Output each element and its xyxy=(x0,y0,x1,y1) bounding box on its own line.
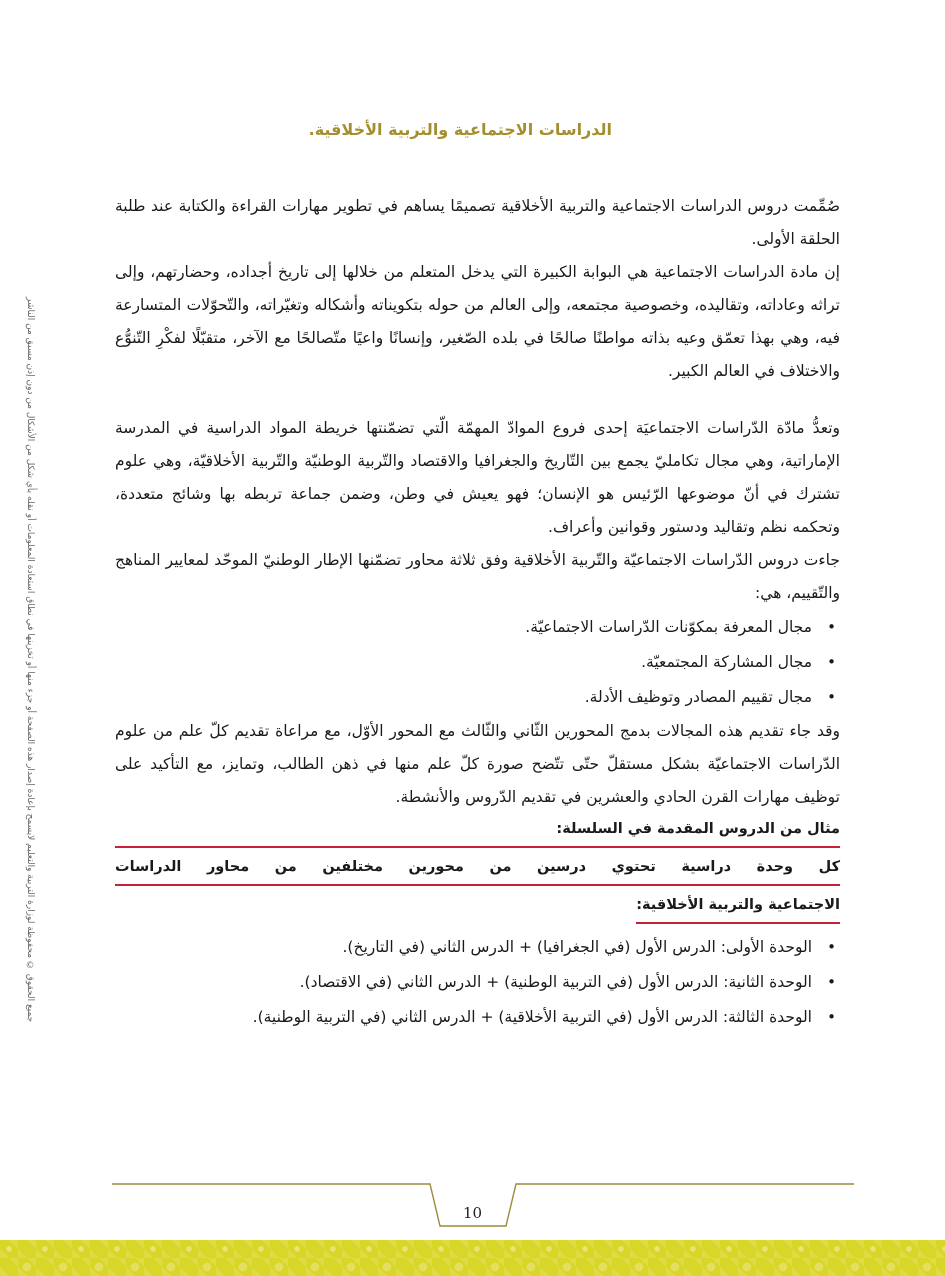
list-item: • مجال تقييم المصادر وتوظيف الأدلة. xyxy=(115,680,812,715)
list-item: • مجال المشاركة المجتمعيّة. xyxy=(115,645,812,680)
example-heading: مثال من الدروس المقدمة في السلسلة: xyxy=(115,814,840,848)
main-content xyxy=(115,190,840,1035)
list-item: • الوحدة الثانية: الدرس الأول (في التربية الوطنية) + الدرس الثاني (في الاقتصاد). xyxy=(115,965,812,1000)
list-item: • الوحدة الثالثة: الدرس الأول (في التربية الأخلاقية) + الدرس الثاني (في التربية الوطنية). xyxy=(115,1000,812,1035)
example-line-2: الاجتماعية والتربية الأخلاقية: xyxy=(636,890,840,924)
domains-list xyxy=(115,610,840,715)
paragraph-gateway: إن مادة الدراسات الاجتماعية هي البوابة الكبيرة التي يدخل المتعلم من خلالها إلى تاريخ أجداده، وحضارتهم، وإلى تراثه وعاداته، وتقاليده، وخصوصية مجتمعه، وإلى العالم من حوله بتكويناته وأشكاله وتغيّراته، والتّحوّلات المتسارعة فيه، وهي بهذا تعمّق وعيه بذاته مواطنًا صالحًا في بلده الصّغير، وإنسانًا واعيًا متّصالحًا مع الآخر، متقبّلًا لفكْرِ التّنوُّع والاختلاف في العالم الكبير. xyxy=(115,263,840,380)
page-number: 10 xyxy=(462,1204,483,1222)
copyright-side-note xyxy=(18,290,42,1030)
paragraph-integration: وقد جاء تقديم هذه المجالات بدمج المحورين الثّاني والثّالث مع المحور الأوّل، مع مراعاة تقديم كلّ علم من علوم الدّراسات الاجتماعيّة بشكل مستقلّ حتّى تتّضح صورة كلّ علم منها في ذهن الطالب، وتمايز، مع التأكيد على توظيف مهارات القرن الحادي والعشرين في تقديم الدّروس والأنشطة. xyxy=(115,722,840,806)
paragraph-subject: وتعدُّ مادّة الدّراسات الاجتماعيَة إحدى فروع الموادّ المهمّة الّتي تضمّنتها خريطة المواد الدراسية في المدرسة الإماراتية، وهي مجال تكامليّ يجمع بين التّاريخ والجغرافيا والاقتصاد والتّربية الوطنيّة والتّربية الأخلاقيّة، وهي علوم تشترك في أنّ موضوعها الرّئيس هو الإنسان؛ فهو يعيش في وطن، وضمن جماعة تربطه بها وشائج متعددة، وتحكمه نظم وتقاليد ودستور وقوانين وأعراف. xyxy=(115,419,840,536)
example-line-1: كل وحدة دراسية تحتوي درسين من محورين مختلفين من محاور الدراسات xyxy=(115,852,840,886)
page-title: الدراسات الاجتماعية والتربية الأخلاقية. xyxy=(308,120,612,139)
copyright-text: جميع الحقوق © محفوظة لوزارة التربية والتعليم لايسمح بإعادة إصدار هذه الصفحة أو جزء منها أو تخزينها في نطاق استعادة المعلومات أو نقله بأي شكل من الأشكال من دون إذن مسبق من الناشر xyxy=(25,297,35,1023)
paragraph-axes: جاءت دروس الدّراسات الاجتماعيّة والتّربية الأخلاقية وفق ثلاثة محاور تضمّنها الإطار الوطنيّ الموحّد لمعايير المناهج والتّقييم، هي: xyxy=(115,551,840,602)
paragraph-gap xyxy=(115,388,840,412)
units-list xyxy=(115,930,840,1035)
list-item: • مجال المعرفة بمكوّنات الدّراسات الاجتماعيّة. xyxy=(115,610,812,645)
list-item: • الوحدة الأولى: الدرس الأول (في الجغرافيا) + الدرس الثاني (في التاريخ). xyxy=(115,930,812,965)
decorative-bottom-band xyxy=(0,1240,945,1276)
paragraph-intro: صُمِّمت دروس الدراسات الاجتماعية والتربية الأخلاقية تصميمًا يساهم في تطوير مهارات القراءة والكتابة عند طلبة الحلقة الأولى. xyxy=(115,197,840,248)
